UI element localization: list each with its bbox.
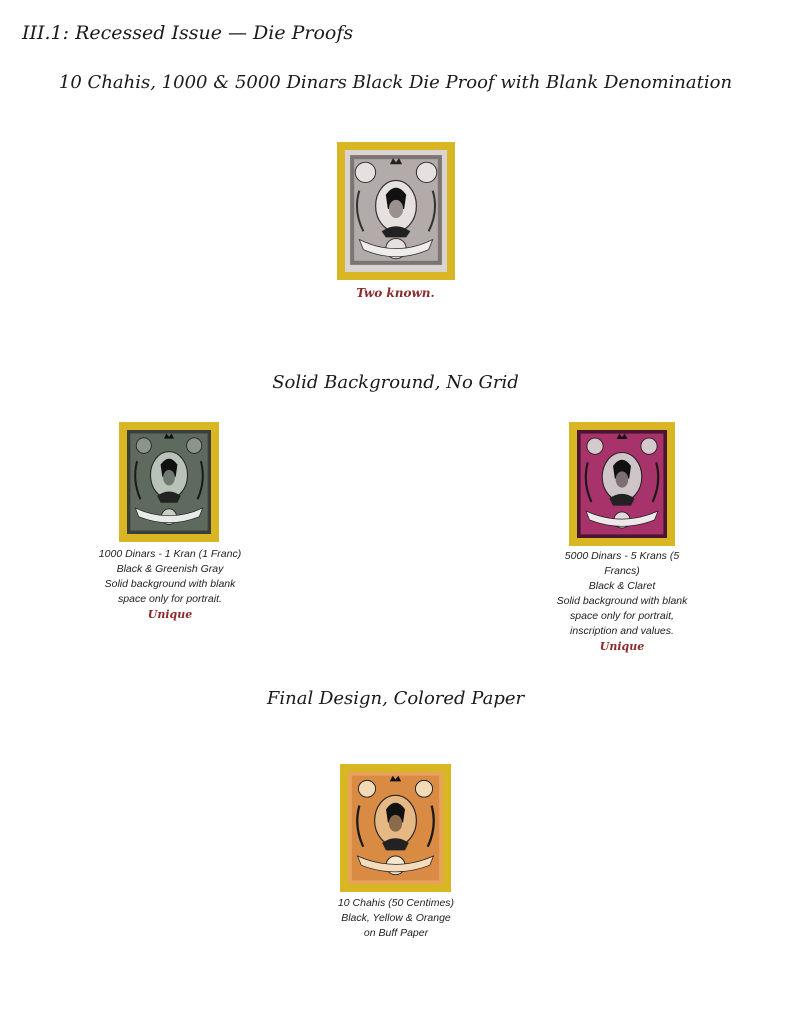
- stamp-black-die-proof: [345, 150, 447, 272]
- caption-line: Solid background with blank: [104, 578, 236, 590]
- caption-line: 10 Chahis (50 Centimes): [337, 897, 455, 909]
- stamp-5000-dinars-claret: [577, 430, 667, 538]
- caption-line: Francs): [604, 565, 640, 577]
- rarity-note-two-known: Two known.: [356, 286, 435, 300]
- stamp-illustration: [577, 430, 667, 538]
- caption-line: inscription and values.: [570, 625, 674, 637]
- stamp-mount-final-design: [340, 764, 451, 892]
- caption-line: 1000 Dinars - 1 Kran (1 Franc): [98, 548, 242, 560]
- caption-10-chahis: [296, 896, 496, 941]
- stamp-mount-black-proof: [337, 142, 455, 280]
- caption-line: Black, Yellow & Orange: [341, 912, 451, 924]
- caption-line: space only for portrait.: [118, 593, 222, 605]
- caption-1000-dinars: [70, 547, 270, 622]
- caption-line: Solid background with blank: [556, 595, 688, 607]
- caption-line: on Buff Paper: [363, 927, 429, 939]
- stamp-illustration: [348, 772, 443, 884]
- rarity-unique: Unique: [147, 608, 193, 621]
- stamp-mount-claret: [569, 422, 675, 546]
- stamp-1000-dinars-greenish-gray: [127, 430, 211, 534]
- stamp-mount-greenish-gray: [119, 422, 219, 542]
- rarity-unique: Unique: [599, 640, 645, 653]
- stamp-10-chahis-final: [348, 772, 443, 884]
- main-title: 10 Chahis, 1000 & 5000 Dinars Black Die Proof with Blank Denomination: [58, 72, 733, 93]
- section-title-solid-background: Solid Background, No Grid: [272, 372, 519, 393]
- stamp-illustration: [127, 430, 211, 534]
- caption-line: 5000 Dinars - 5 Krans (5: [564, 550, 680, 562]
- caption-line: Black & Claret: [588, 580, 656, 592]
- page-heading: III.1: Recessed Issue — Die Proofs: [22, 22, 354, 44]
- caption-line: space only for portrait,: [570, 610, 674, 622]
- section-title-final-design: Final Design, Colored Paper: [266, 688, 525, 709]
- caption-line: Black & Greenish Gray: [116, 563, 224, 575]
- caption-5000-dinars: [522, 549, 722, 654]
- stamp-illustration: [345, 150, 447, 272]
